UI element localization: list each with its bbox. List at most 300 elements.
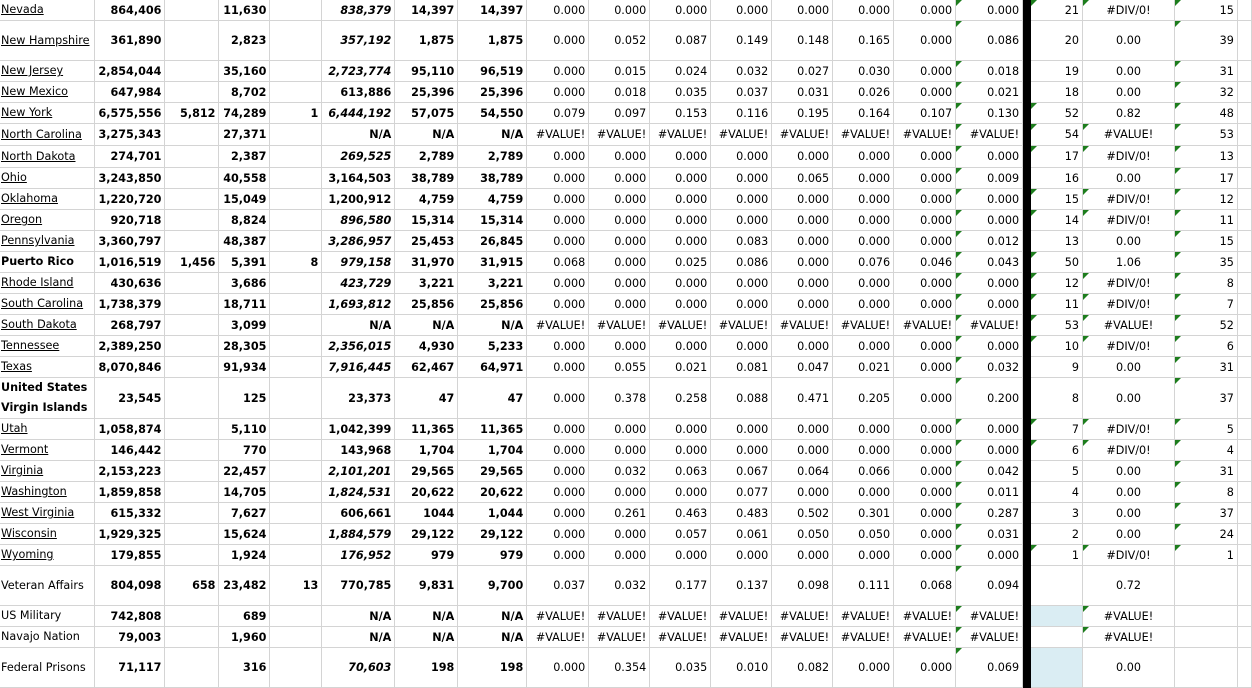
data-cell[interactable]: 2,789 [395,146,458,168]
data-cell[interactable]: #VALUE! [833,315,894,336]
data-cell[interactable]: 0.00 [1083,524,1175,545]
data-cell[interactable]: 12 [1031,273,1083,294]
data-cell[interactable]: 0.081 [711,357,772,378]
data-cell[interactable]: 0.000 [772,252,833,273]
state-link-cell[interactable] [0,82,95,103]
data-cell[interactable]: 3,099 [219,315,270,336]
data-cell[interactable]: 53 [1174,124,1237,146]
data-cell[interactable]: 1,016,519 [95,252,165,273]
state-link-cell[interactable] [0,503,95,524]
data-cell[interactable]: 0.025 [650,252,711,273]
data-cell[interactable]: 0.032 [589,461,650,482]
data-cell[interactable]: 2,789 [458,146,527,168]
data-cell[interactable]: 2,153,223 [95,461,165,482]
data-cell[interactable]: 1,042,399 [322,419,395,440]
data-cell[interactable]: 0.287 [956,503,1023,524]
data-cell[interactable]: 198 [458,648,527,688]
data-cell[interactable] [270,146,322,168]
data-cell[interactable]: 0.009 [956,168,1023,189]
data-cell[interactable]: 804,098 [95,566,165,606]
data-cell[interactable]: 0.200 [956,378,1023,419]
data-cell[interactable]: 8,070,846 [95,357,165,378]
data-cell[interactable]: 0.000 [527,503,589,524]
data-cell[interactable]: 1,044 [458,503,527,524]
data-cell[interactable]: 0.011 [956,482,1023,503]
data-cell[interactable]: 0.000 [833,210,894,231]
data-cell[interactable] [270,61,322,82]
row-label[interactable]: Vermont [1,443,49,456]
data-cell[interactable]: 48 [1174,103,1237,124]
empty-cell[interactable] [1237,524,1251,545]
data-cell[interactable] [165,210,219,231]
data-cell[interactable]: 0.000 [711,146,772,168]
data-cell[interactable]: 0.000 [894,482,956,503]
data-cell[interactable]: 31 [1174,461,1237,482]
data-cell[interactable]: 0.067 [711,461,772,482]
data-cell[interactable]: #VALUE! [1083,124,1175,146]
data-cell[interactable] [165,336,219,357]
data-cell[interactable]: 0.000 [711,545,772,566]
data-cell[interactable]: 143,968 [322,440,395,461]
data-cell[interactable]: 0.000 [833,0,894,21]
data-cell[interactable]: 0.483 [711,503,772,524]
data-cell[interactable]: 1,220,720 [95,189,165,210]
data-cell[interactable]: 0.000 [527,378,589,419]
data-cell[interactable]: 1,929,325 [95,524,165,545]
data-cell[interactable]: 0.502 [772,503,833,524]
state-link-cell[interactable] [0,61,95,82]
data-cell[interactable] [165,482,219,503]
data-cell[interactable] [270,524,322,545]
data-cell[interactable] [165,419,219,440]
data-cell[interactable]: 0.027 [772,61,833,82]
data-cell[interactable] [165,524,219,545]
data-cell[interactable]: 0.000 [956,419,1023,440]
data-cell[interactable]: 47 [395,378,458,419]
data-cell[interactable]: 3,221 [395,273,458,294]
data-cell[interactable]: 0.000 [956,294,1023,315]
data-cell[interactable]: 0.018 [589,82,650,103]
data-cell[interactable]: 23,482 [219,566,270,606]
data-cell[interactable]: 6 [1031,440,1083,461]
data-cell[interactable]: 10 [1031,336,1083,357]
data-cell[interactable] [270,606,322,627]
data-cell[interactable]: 0.00 [1083,61,1175,82]
data-cell[interactable]: 13 [1174,146,1237,168]
data-cell[interactable] [270,648,322,688]
data-cell[interactable] [270,440,322,461]
data-cell[interactable]: 0.000 [956,440,1023,461]
data-cell[interactable]: 0.000 [833,482,894,503]
row-label[interactable]: Tennessee [1,339,60,352]
data-cell[interactable]: 613,886 [322,82,395,103]
data-cell[interactable]: 0.000 [833,189,894,210]
row-label[interactable]: Rhode Island [1,276,74,289]
data-cell[interactable]: 2,389,250 [95,336,165,357]
state-link-cell[interactable] [0,357,95,378]
data-cell[interactable]: 11,365 [395,419,458,440]
data-cell[interactable]: 0.111 [833,566,894,606]
data-cell[interactable]: 15 [1174,231,1237,252]
data-cell[interactable]: 0.015 [589,61,650,82]
data-cell[interactable]: 0.107 [894,103,956,124]
data-cell[interactable]: 0.000 [527,440,589,461]
data-cell[interactable]: 0.00 [1083,357,1175,378]
data-cell[interactable]: 0.030 [833,61,894,82]
empty-cell[interactable] [1237,103,1251,124]
data-cell[interactable]: #VALUE! [711,315,772,336]
data-cell[interactable]: 12 [1174,189,1237,210]
data-cell[interactable]: 0.032 [956,357,1023,378]
data-cell[interactable] [1031,648,1083,688]
data-cell[interactable]: 0.024 [650,61,711,82]
data-cell[interactable] [165,357,219,378]
data-cell[interactable] [165,315,219,336]
data-cell[interactable]: 1,875 [395,21,458,61]
data-cell[interactable]: 658 [165,566,219,606]
state-link-cell[interactable] [0,103,95,124]
data-cell[interactable]: 0.471 [772,378,833,419]
state-link-cell[interactable] [0,231,95,252]
row-label[interactable]: Utah [1,422,28,435]
data-cell[interactable]: 0.000 [711,273,772,294]
data-cell[interactable]: 0.000 [527,168,589,189]
data-cell[interactable]: 0.149 [711,21,772,61]
data-cell[interactable] [165,231,219,252]
data-cell[interactable] [1174,648,1237,688]
data-cell[interactable]: 0.000 [589,231,650,252]
data-cell[interactable]: 0.00 [1083,648,1175,688]
data-cell[interactable]: 6 [1174,336,1237,357]
data-cell[interactable]: 4 [1031,482,1083,503]
data-cell[interactable]: 1,200,912 [322,189,395,210]
data-cell[interactable]: 0.000 [650,440,711,461]
data-cell[interactable]: 0.043 [956,252,1023,273]
data-cell[interactable] [165,461,219,482]
data-cell[interactable]: 0.177 [650,566,711,606]
data-cell[interactable]: 0.000 [833,545,894,566]
data-cell[interactable]: 0.000 [894,524,956,545]
data-cell[interactable]: 2,723,774 [322,61,395,82]
state-link-cell[interactable] [0,273,95,294]
data-cell[interactable]: 0.000 [956,273,1023,294]
data-cell[interactable] [165,606,219,627]
data-cell[interactable]: 0.061 [711,524,772,545]
data-cell[interactable] [165,294,219,315]
data-cell[interactable]: #DIV/0! [1083,440,1175,461]
data-cell[interactable]: 0.046 [894,252,956,273]
row-label-cell[interactable] [0,252,95,273]
data-cell[interactable]: 3,275,343 [95,124,165,146]
data-cell[interactable]: 52 [1031,103,1083,124]
data-cell[interactable]: 5 [1174,419,1237,440]
data-cell[interactable]: 742,808 [95,606,165,627]
row-label-cell[interactable] [0,378,95,419]
data-cell[interactable]: 0.000 [650,168,711,189]
data-cell[interactable]: N/A [322,606,395,627]
data-cell[interactable] [1174,627,1237,648]
data-cell[interactable]: #VALUE! [833,124,894,146]
data-cell[interactable]: 361,890 [95,21,165,61]
row-label[interactable]: New Mexico [1,85,69,98]
state-link-cell[interactable] [0,124,95,146]
data-cell[interactable]: 0.000 [650,336,711,357]
data-cell[interactable]: 0.000 [894,210,956,231]
data-cell[interactable]: #VALUE! [527,627,589,648]
empty-cell[interactable] [1237,0,1251,21]
data-cell[interactable]: 0.000 [527,82,589,103]
data-cell[interactable]: 17 [1031,146,1083,168]
data-cell[interactable]: 0.055 [589,357,650,378]
data-cell[interactable]: 0.031 [772,82,833,103]
data-cell[interactable] [165,440,219,461]
data-cell[interactable]: 5 [1031,461,1083,482]
data-cell[interactable]: 29,565 [395,461,458,482]
data-cell[interactable]: 0.354 [589,648,650,688]
data-cell[interactable]: 91,934 [219,357,270,378]
data-cell[interactable]: 0.148 [772,21,833,61]
row-label[interactable]: North Carolina [1,127,82,141]
empty-cell[interactable] [1237,189,1251,210]
empty-cell[interactable] [1237,294,1251,315]
data-cell[interactable]: #VALUE! [527,124,589,146]
data-cell[interactable]: 1,875 [458,21,527,61]
empty-cell[interactable] [1237,627,1251,648]
data-cell[interactable]: 5,391 [219,252,270,273]
data-cell[interactable]: 0.000 [527,545,589,566]
row-label[interactable]: Wisconsin [1,527,57,540]
data-cell[interactable]: 920,718 [95,210,165,231]
state-link-cell[interactable] [0,0,95,21]
state-link-cell[interactable] [0,461,95,482]
data-cell[interactable]: 0.000 [894,545,956,566]
empty-cell[interactable] [1237,461,1251,482]
data-cell[interactable]: 8,824 [219,210,270,231]
data-cell[interactable]: 0.378 [589,378,650,419]
data-cell[interactable]: 48,387 [219,231,270,252]
data-cell[interactable]: #VALUE! [711,627,772,648]
data-cell[interactable]: 4,759 [458,189,527,210]
row-label[interactable]: New Jersey [1,64,64,77]
data-cell[interactable] [270,357,322,378]
data-cell[interactable] [270,336,322,357]
data-cell[interactable]: 0.000 [894,419,956,440]
data-cell[interactable]: 6,575,556 [95,103,165,124]
data-cell[interactable]: 52 [1174,315,1237,336]
data-cell[interactable]: 0.000 [711,419,772,440]
data-cell[interactable]: 95,110 [395,61,458,82]
data-cell[interactable]: #VALUE! [956,315,1023,336]
data-cell[interactable]: #VALUE! [527,315,589,336]
data-cell[interactable]: 1,824,531 [322,482,395,503]
data-cell[interactable]: 979 [458,545,527,566]
data-cell[interactable]: 838,379 [322,0,395,21]
data-cell[interactable]: 0.00 [1083,503,1175,524]
data-cell[interactable]: #VALUE! [589,627,650,648]
data-cell[interactable]: 8,702 [219,82,270,103]
data-cell[interactable] [165,545,219,566]
data-cell[interactable] [270,189,322,210]
data-cell[interactable]: #VALUE! [1083,315,1175,336]
data-cell[interactable]: #VALUE! [956,606,1023,627]
row-label[interactable]: New Hampshire [1,33,90,47]
data-cell[interactable]: 0.000 [527,0,589,21]
data-cell[interactable]: 27,371 [219,124,270,146]
data-cell[interactable]: 9,831 [395,566,458,606]
data-cell[interactable]: 2,387 [219,146,270,168]
data-cell[interactable]: 0.000 [833,336,894,357]
row-label-cell[interactable] [0,566,95,606]
empty-cell[interactable] [1237,357,1251,378]
data-cell[interactable]: 28,305 [219,336,270,357]
data-cell[interactable]: 29,565 [458,461,527,482]
data-cell[interactable]: 3,360,797 [95,231,165,252]
empty-cell[interactable] [1237,440,1251,461]
data-cell[interactable]: #VALUE! [589,606,650,627]
data-cell[interactable]: 15,624 [219,524,270,545]
row-label-cell[interactable] [0,648,95,688]
data-cell[interactable]: 0.000 [711,210,772,231]
data-cell[interactable]: 0.000 [650,210,711,231]
empty-cell[interactable] [1237,273,1251,294]
data-cell[interactable]: 0.037 [711,82,772,103]
data-cell[interactable]: 689 [219,606,270,627]
data-cell[interactable]: 0.000 [833,146,894,168]
data-cell[interactable]: #VALUE! [956,124,1023,146]
data-cell[interactable]: 0.088 [711,378,772,419]
data-cell[interactable]: 32 [1174,82,1237,103]
data-cell[interactable]: 5,233 [458,336,527,357]
data-cell[interactable]: 0.000 [711,0,772,21]
data-cell[interactable]: 0.000 [650,231,711,252]
data-cell[interactable]: 0.000 [772,545,833,566]
data-cell[interactable] [270,294,322,315]
data-cell[interactable]: 430,636 [95,273,165,294]
data-cell[interactable]: 0.035 [650,82,711,103]
data-cell[interactable]: 0.000 [833,440,894,461]
data-cell[interactable] [270,627,322,648]
data-cell[interactable]: 125 [219,378,270,419]
data-cell[interactable]: #VALUE! [589,315,650,336]
empty-cell[interactable] [1237,252,1251,273]
data-cell[interactable]: N/A [322,627,395,648]
data-cell[interactable] [270,168,322,189]
data-cell[interactable]: 0.000 [894,146,956,168]
data-cell[interactable]: 71,117 [95,648,165,688]
data-cell[interactable]: 1,704 [458,440,527,461]
empty-cell[interactable] [1237,503,1251,524]
empty-cell[interactable] [1237,482,1251,503]
data-cell[interactable]: 0.000 [589,545,650,566]
empty-cell[interactable] [1237,61,1251,82]
data-cell[interactable]: 54,550 [458,103,527,124]
data-cell[interactable]: 29,122 [395,524,458,545]
data-cell[interactable]: 0.032 [711,61,772,82]
data-cell[interactable]: 0.000 [650,0,711,21]
data-cell[interactable]: 5,110 [219,419,270,440]
data-cell[interactable]: 770,785 [322,566,395,606]
data-cell[interactable]: 25,396 [395,82,458,103]
data-cell[interactable]: 0.082 [772,648,833,688]
data-cell[interactable]: #VALUE! [894,627,956,648]
row-label[interactable]: Wyoming [1,548,54,561]
data-cell[interactable]: #VALUE! [772,315,833,336]
data-cell[interactable]: 0.000 [527,648,589,688]
data-cell[interactable]: 24 [1174,524,1237,545]
data-cell[interactable] [165,146,219,168]
data-cell[interactable]: 0.000 [589,210,650,231]
data-cell[interactable]: 0.000 [527,210,589,231]
data-cell[interactable]: #VALUE! [833,606,894,627]
data-cell[interactable]: 0.000 [650,146,711,168]
data-cell[interactable]: #VALUE! [589,124,650,146]
data-cell[interactable]: 0.000 [589,419,650,440]
data-cell[interactable]: 0.000 [833,273,894,294]
data-cell[interactable]: 0.000 [650,545,711,566]
row-label[interactable]: Washington [1,485,67,498]
data-cell[interactable]: #VALUE! [956,627,1023,648]
empty-cell[interactable] [1237,606,1251,627]
data-cell[interactable]: 4 [1174,440,1237,461]
data-cell[interactable]: 31,970 [395,252,458,273]
data-cell[interactable]: 0.000 [527,61,589,82]
data-cell[interactable]: 14,705 [219,482,270,503]
data-cell[interactable]: #VALUE! [650,606,711,627]
data-cell[interactable]: 0.000 [527,357,589,378]
data-cell[interactable]: 0.057 [650,524,711,545]
data-cell[interactable]: 0.086 [711,252,772,273]
data-cell[interactable]: 0.000 [894,168,956,189]
data-cell[interactable]: 17 [1174,168,1237,189]
data-cell[interactable]: 11 [1031,294,1083,315]
row-label[interactable]: West Virginia [1,506,75,519]
data-cell[interactable]: 40,558 [219,168,270,189]
data-cell[interactable]: 3 [1031,503,1083,524]
data-cell[interactable]: 0.000 [894,648,956,688]
data-cell[interactable]: #VALUE! [772,627,833,648]
data-cell[interactable]: 0.000 [833,648,894,688]
data-cell[interactable]: 7 [1174,294,1237,315]
state-link-cell[interactable] [0,482,95,503]
data-cell[interactable]: 176,952 [322,545,395,566]
empty-cell[interactable] [1237,336,1251,357]
data-cell[interactable]: 0.047 [772,357,833,378]
data-cell[interactable]: 50 [1031,252,1083,273]
data-cell[interactable]: 0.000 [772,419,833,440]
data-cell[interactable]: 0.000 [589,146,650,168]
empty-cell[interactable] [1237,82,1251,103]
data-cell[interactable]: N/A [395,124,458,146]
data-cell[interactable]: 0.000 [589,440,650,461]
data-cell[interactable]: 0.000 [894,61,956,82]
data-cell[interactable] [165,82,219,103]
row-label[interactable]: Oklahoma [1,192,58,205]
data-cell[interactable]: 0.065 [772,168,833,189]
data-cell[interactable]: 0.00 [1083,168,1175,189]
data-cell[interactable] [270,461,322,482]
data-cell[interactable]: 35 [1174,252,1237,273]
data-cell[interactable]: 11 [1174,210,1237,231]
row-label[interactable]: Oregon [1,213,43,226]
data-cell[interactable]: 0.000 [772,189,833,210]
data-cell[interactable]: 6,444,192 [322,103,395,124]
data-cell[interactable]: #VALUE! [894,606,956,627]
data-cell[interactable]: #DIV/0! [1083,294,1175,315]
data-cell[interactable] [1174,566,1237,606]
data-cell[interactable] [270,503,322,524]
data-cell[interactable]: 770 [219,440,270,461]
data-cell[interactable]: 0.000 [894,82,956,103]
